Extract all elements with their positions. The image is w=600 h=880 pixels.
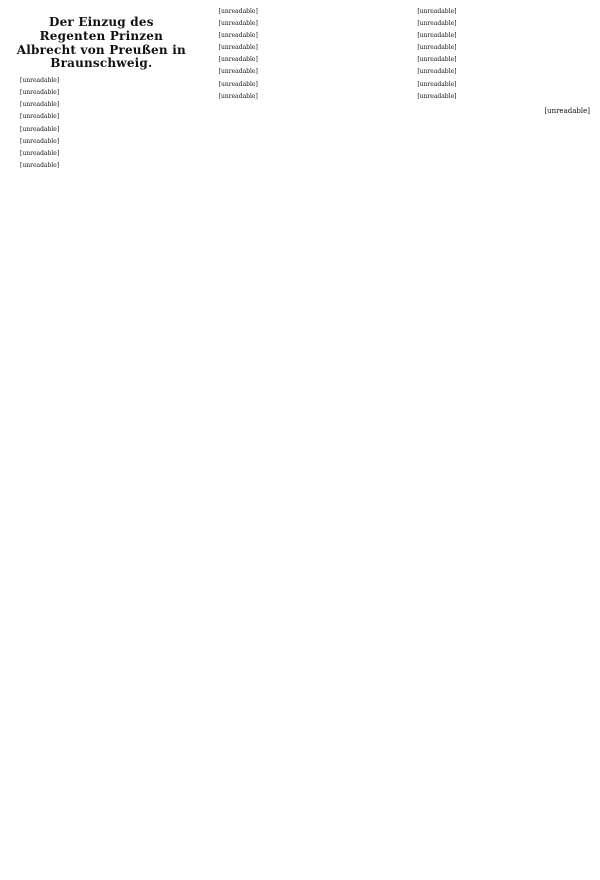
paragraph: [unreadable] <box>417 68 457 76</box>
paragraph: [unreadable] <box>218 32 258 40</box>
paragraph: [unreadable] <box>218 8 258 15</box>
newspaper-page <box>8 8 592 872</box>
paragraph: [unreadable] <box>20 113 60 121</box>
article-columns <box>8 8 592 872</box>
paragraph: [unreadable] <box>218 80 258 88</box>
paragraph: [unreadable] <box>20 149 60 157</box>
paragraph: [unreadable] <box>218 20 258 28</box>
paragraph: [unreadable] <box>417 92 457 100</box>
column-1 <box>8 8 195 872</box>
paragraph: [unreadable] <box>20 137 60 145</box>
paragraph: [unreadable] <box>417 8 457 15</box>
paragraph: [unreadable] <box>218 68 258 76</box>
column-2 <box>207 8 394 872</box>
paragraph: [unreadable] <box>20 125 60 133</box>
paragraph: [unreadable] <box>20 89 60 97</box>
paragraph: [unreadable] <box>218 92 258 100</box>
article-headline: Der Einzug des Regenten Prinzen Albrecht von Preußen in Braunschweig. <box>16 15 186 71</box>
column-3 <box>405 8 592 872</box>
paragraph: [unreadable] <box>417 32 457 40</box>
paragraph: [unreadable] <box>417 80 457 88</box>
paragraph: [unreadable] <box>20 161 60 169</box>
paragraph: [unreadable] <box>218 44 258 52</box>
paragraph: [unreadable] <box>417 20 457 28</box>
paragraph: [unreadable] <box>218 56 258 64</box>
paragraph: [unreadable] <box>20 77 60 85</box>
article-signature: [unreadable] <box>544 106 590 115</box>
paragraph: [unreadable] <box>417 44 457 52</box>
paragraph: [unreadable] <box>20 101 60 109</box>
paragraph: [unreadable] <box>417 56 457 64</box>
